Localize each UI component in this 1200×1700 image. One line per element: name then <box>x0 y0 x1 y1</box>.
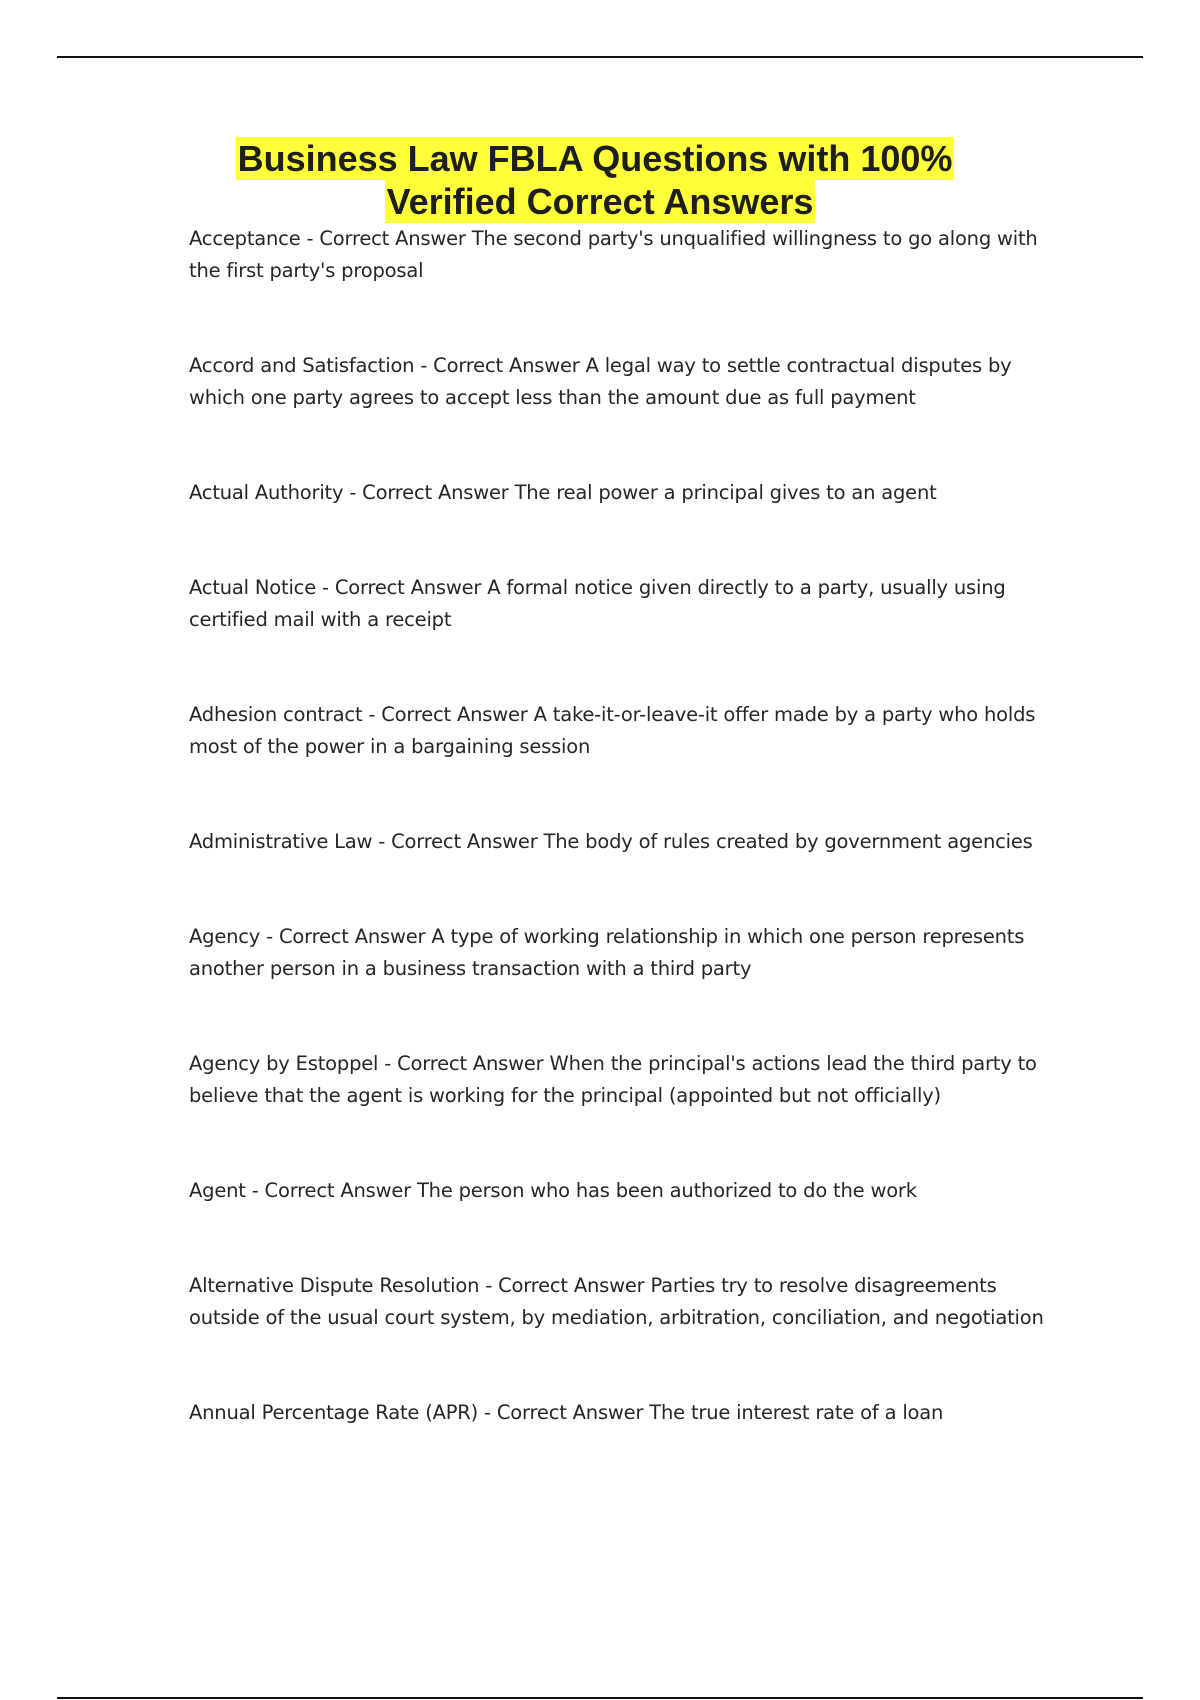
qa-item-alternative-dispute-resolution: Alternative Dispute Resolution - Correct Answer Parties try to resolve disagreements outside of the usual court system, by mediation, arbitration, conciliation, and negotiation <box>189 1274 1044 1329</box>
qa-item-agent: Agent - Correct Answer The person who has been authorized to do the work <box>189 1179 917 1202</box>
qa-item-adhesion-contract: Adhesion contract - Correct Answer A take-it-or-leave-it offer made by a party who holds most of the power in a bargaining session <box>189 703 1036 758</box>
qa-item-actual-authority: Actual Authority - Correct Answer The real power a principal gives to an agent <box>189 481 937 504</box>
bottom-rule <box>57 1697 1143 1699</box>
top-rule <box>57 56 1143 58</box>
qa-item-annual-percentage-rate: Annual Percentage Rate (APR) - Correct Answer The true interest rate of a loan <box>189 1401 944 1424</box>
qa-item-actual-notice: Actual Notice - Correct Answer A formal notice given directly to a party, usually using certified mail with a receipt <box>189 576 1006 631</box>
qa-item-administrative-law: Administrative Law - Correct Answer The body of rules created by government agencies <box>189 830 1033 853</box>
document-title <box>0 137 1200 223</box>
title-line-2: Verified Correct Answers <box>386 181 814 222</box>
qa-list <box>189 223 1049 1492</box>
qa-item-acceptance: Acceptance - Correct Answer The second party's unqualified willingness to go along with the first party's proposal <box>189 227 1038 282</box>
qa-item-accord-and-satisfaction: Accord and Satisfaction - Correct Answer A legal way to settle contractual disputes by which one party agrees to accept less than the amount due as full payment <box>189 354 1012 409</box>
qa-item-agency: Agency - Correct Answer A type of working relationship in which one person represents another person in a business transaction with a third party <box>189 925 1025 980</box>
title-line-1: Business Law FBLA Questions with 100% <box>237 138 953 179</box>
qa-item-agency-by-estoppel: Agency by Estoppel - Correct Answer When the principal's actions lead the third party to believe that the agent is working for the principal (appointed but not officially) <box>189 1052 1037 1107</box>
